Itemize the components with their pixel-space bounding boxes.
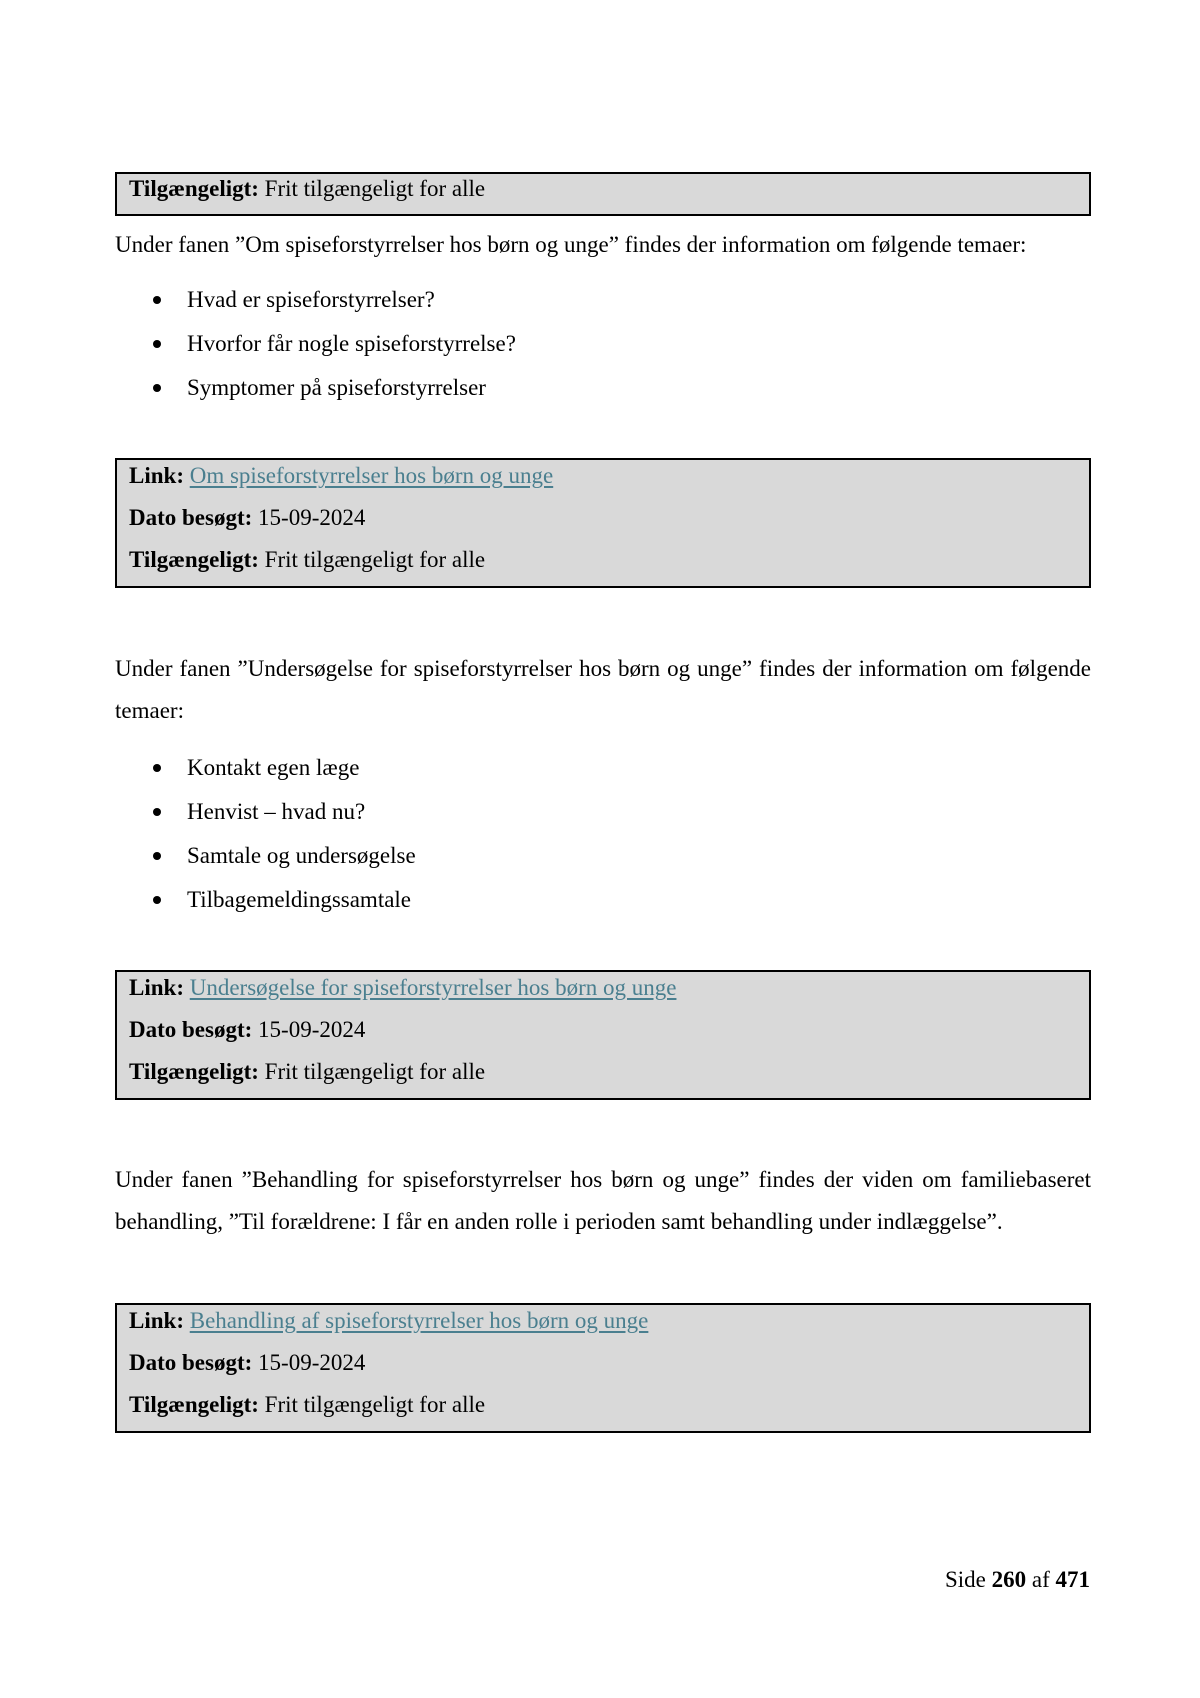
list-item-text: Henvist – hvad nu? <box>187 799 366 824</box>
link-line <box>129 1305 1089 1347</box>
link-line <box>129 972 1089 1014</box>
available-label: Tilgængeligt: <box>129 1392 259 1417</box>
section1-intro: Under fanen ”Om spiseforstyrrelser hos børn og unge” findes der information om følgende temaer: <box>115 232 1027 257</box>
side-label: Side <box>944 1567 986 1592</box>
date-line <box>129 1347 1089 1389</box>
bullet-icon <box>153 296 161 304</box>
date-line <box>129 1014 1089 1056</box>
list-item-text: Tilbagemeldingssamtale <box>187 887 412 912</box>
date-value: 15-09-2024 <box>258 505 366 530</box>
page-number: 260 <box>991 1567 1027 1592</box>
date-label: Dato besøgt: <box>129 505 253 530</box>
source-link[interactable]: Om spiseforstyrrelser hos børn og unge <box>189 463 554 488</box>
section2-bullet-list <box>115 746 416 922</box>
bullet-icon <box>153 340 161 348</box>
section1-bullet-list <box>115 278 516 410</box>
page-number-footer <box>945 1565 1090 1595</box>
available-line <box>129 1389 1089 1431</box>
section3-intro: Under fanen ”Behandling for spiseforstyrrelser hos børn og unge” findes der viden om familiebaseret behandling, ”Til forældrene: I får en anden rolle i perioden samt behandling under indlæggelse”. <box>115 1167 1091 1234</box>
bullet-icon <box>153 808 161 816</box>
available-value: Frit tilgængeligt for alle <box>264 176 486 201</box>
available-label: Tilgængeligt: <box>129 547 259 572</box>
date-value: 15-09-2024 <box>258 1350 366 1375</box>
date-line <box>129 502 1089 544</box>
available-line <box>129 174 1089 214</box>
bullet-icon <box>153 764 161 772</box>
list-item-text: Kontakt egen læge <box>187 755 360 780</box>
info-box-top <box>115 172 1091 216</box>
link-label: Link: <box>129 463 184 488</box>
list-item <box>115 366 516 410</box>
available-value: Frit tilgængeligt for alle <box>264 1059 486 1084</box>
list-item <box>115 790 416 834</box>
link-label: Link: <box>129 1308 184 1333</box>
total-pages: 471 <box>1055 1567 1090 1592</box>
link-line <box>129 460 1089 502</box>
list-item-text: Hvad er spiseforstyrrelser? <box>187 287 435 312</box>
info-box-section3 <box>115 1303 1091 1433</box>
available-value: Frit tilgængeligt for alle <box>264 547 486 572</box>
info-box-section2 <box>115 970 1091 1100</box>
link-label: Link: <box>129 975 184 1000</box>
date-value: 15-09-2024 <box>258 1017 366 1042</box>
bullet-icon <box>153 852 161 860</box>
available-value: Frit tilgængeligt for alle <box>264 1392 486 1417</box>
list-item <box>115 878 416 922</box>
available-line <box>129 544 1089 586</box>
list-item <box>115 746 416 790</box>
list-item-text: Samtale og undersøgelse <box>187 843 416 868</box>
available-line <box>129 1056 1089 1098</box>
list-item-text: Hvorfor får nogle spiseforstyrrelse? <box>187 331 516 356</box>
date-label: Dato besøgt: <box>129 1017 253 1042</box>
available-label: Tilgængeligt: <box>129 1059 259 1084</box>
source-link[interactable]: Behandling af spiseforstyrrelser hos børn og unge <box>189 1308 649 1333</box>
list-item <box>115 834 416 878</box>
info-box-section1 <box>115 458 1091 588</box>
list-item <box>115 322 516 366</box>
bullet-icon <box>153 384 161 392</box>
date-label: Dato besøgt: <box>129 1350 253 1375</box>
source-link[interactable]: Undersøgelse for spiseforstyrrelser hos børn og unge <box>189 975 677 1000</box>
bullet-icon <box>153 896 161 904</box>
list-item-text: Symptomer på spiseforstyrrelser <box>187 375 486 400</box>
list-item <box>115 278 516 322</box>
available-label: Tilgængeligt: <box>129 176 259 201</box>
section2-intro: Under fanen ”Undersøgelse for spiseforstyrrelser hos børn og unge” findes der information om følgende temaer: <box>115 656 1091 723</box>
of-label: af <box>1031 1567 1050 1592</box>
